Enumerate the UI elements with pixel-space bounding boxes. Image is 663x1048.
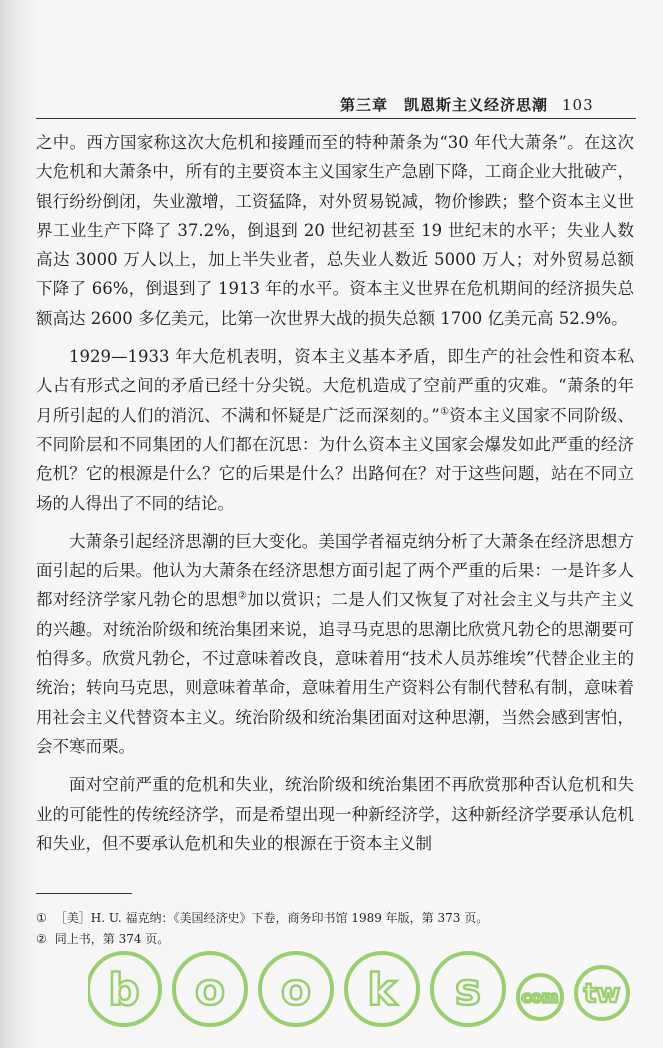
- watermark-letter: o: [194, 964, 226, 1016]
- footnote-rule: [36, 893, 132, 894]
- paragraph-1: 之中。西方国家称这次大危机和接踵而至的特种萧条为“30 年代大萧条”。在这次大危机和大萧条中，所有的主要资本主义国家生产急剧下降，工商企业大批破产，银行纷纷倒闭，失业激增，工资猛降，对外贸易锐减，物价惨跌；整个资本主义世界工业生产下降了 37.2%，倒退到 20 世纪初甚至 19 世纪末的水平；失业人数高达 3000 万人以上，加上半失业者，总失业人数近 5000 万人；对外贸易总额下降了 66%，倒退到了 1913 年的水平。资本主义世界在危机期间的经济损失总额高达 2600 多亿美元，比第一次世界大战的损失总额 1700 亿美元高 52.9%。: [36, 133, 634, 328]
- watermark-letter: b: [108, 964, 140, 1016]
- books-com-tw-watermark: [88, 945, 648, 1035]
- watermark-letter: tw: [583, 979, 621, 1010]
- body-text: [36, 128, 634, 867]
- footnote-mark-2: ②: [237, 590, 248, 602]
- watermark-letter: s: [454, 964, 482, 1016]
- watermark-letter: com: [521, 987, 559, 1007]
- header-rule: [36, 118, 636, 119]
- running-header: [340, 94, 630, 116]
- footnote-mark-1: ①: [439, 406, 450, 418]
- chapter-title: 第三章 凯恩斯主义经济思潮: [340, 96, 549, 114]
- paragraph-3: 大萧条引起经济思潮的巨大变化。美国学者福克纳分析了大萧条在经济思想方面引起的后果。他认为大萧条在经济思想方面引起了两个严重的后果：一是许多人都对经济学家凡勃仑的思想②加以赏识；二是人们又恢复了对社会主义与共产主义的兴趣。对统治阶级和统治集团来说，追寻马克思的思潮比欣赏凡勃仑的思潮要可怕得多。欣赏凡勃仑，不过意味着改良，意味着用“技术人员苏维埃”代替企业主的统治；转向马克思，则意味着革命，意味着用生产资料公有制代替私有制，意味着用社会主义代替资本主义。统治阶级和统治集团面对这种思潮，当然会感到害怕，会不寒而栗。: [36, 531, 635, 756]
- paragraph-2: 1929—1933 年大危机表明，资本主义基本矛盾，即生产的社会性和资本私人占有形式之间的矛盾已经十分尖锐。大危机造成了空前严重的灾难。“萧条的年月所引起的人们的消沉、不满和怀疑是广泛而深刻的。”①资本主义国家不同阶级、不同阶层和不同集团的人们都在沉思：为什么资本主义国家会爆发如此严重的经济危机？它的根源是什么？它的后果是什么？出路何在？对于这些问题，站在不同立场的人得出了不同的结论。: [36, 347, 635, 513]
- watermark-letter: k: [367, 964, 397, 1016]
- page-number: 103: [562, 96, 594, 114]
- footnote-1: ① ［美］H. U. 福克纳：《美国经济史》下卷，商务印书馆 1989 年版，第 373 页。: [36, 911, 489, 925]
- paragraph-4: 面对空前严重的危机和失业，统治阶级和统治集团不再欣赏那种否认危机和失业的可能性的传统经济学，而是希望出现一种新经济学，这种新经济学要承认危机和失业，但不要承认危机和失业的根源在于资本主义制: [36, 775, 634, 853]
- footnotes: [36, 908, 634, 950]
- footnote-2: ② 同上书，第 374 页。: [36, 932, 170, 946]
- watermark-letter: o: [280, 964, 312, 1016]
